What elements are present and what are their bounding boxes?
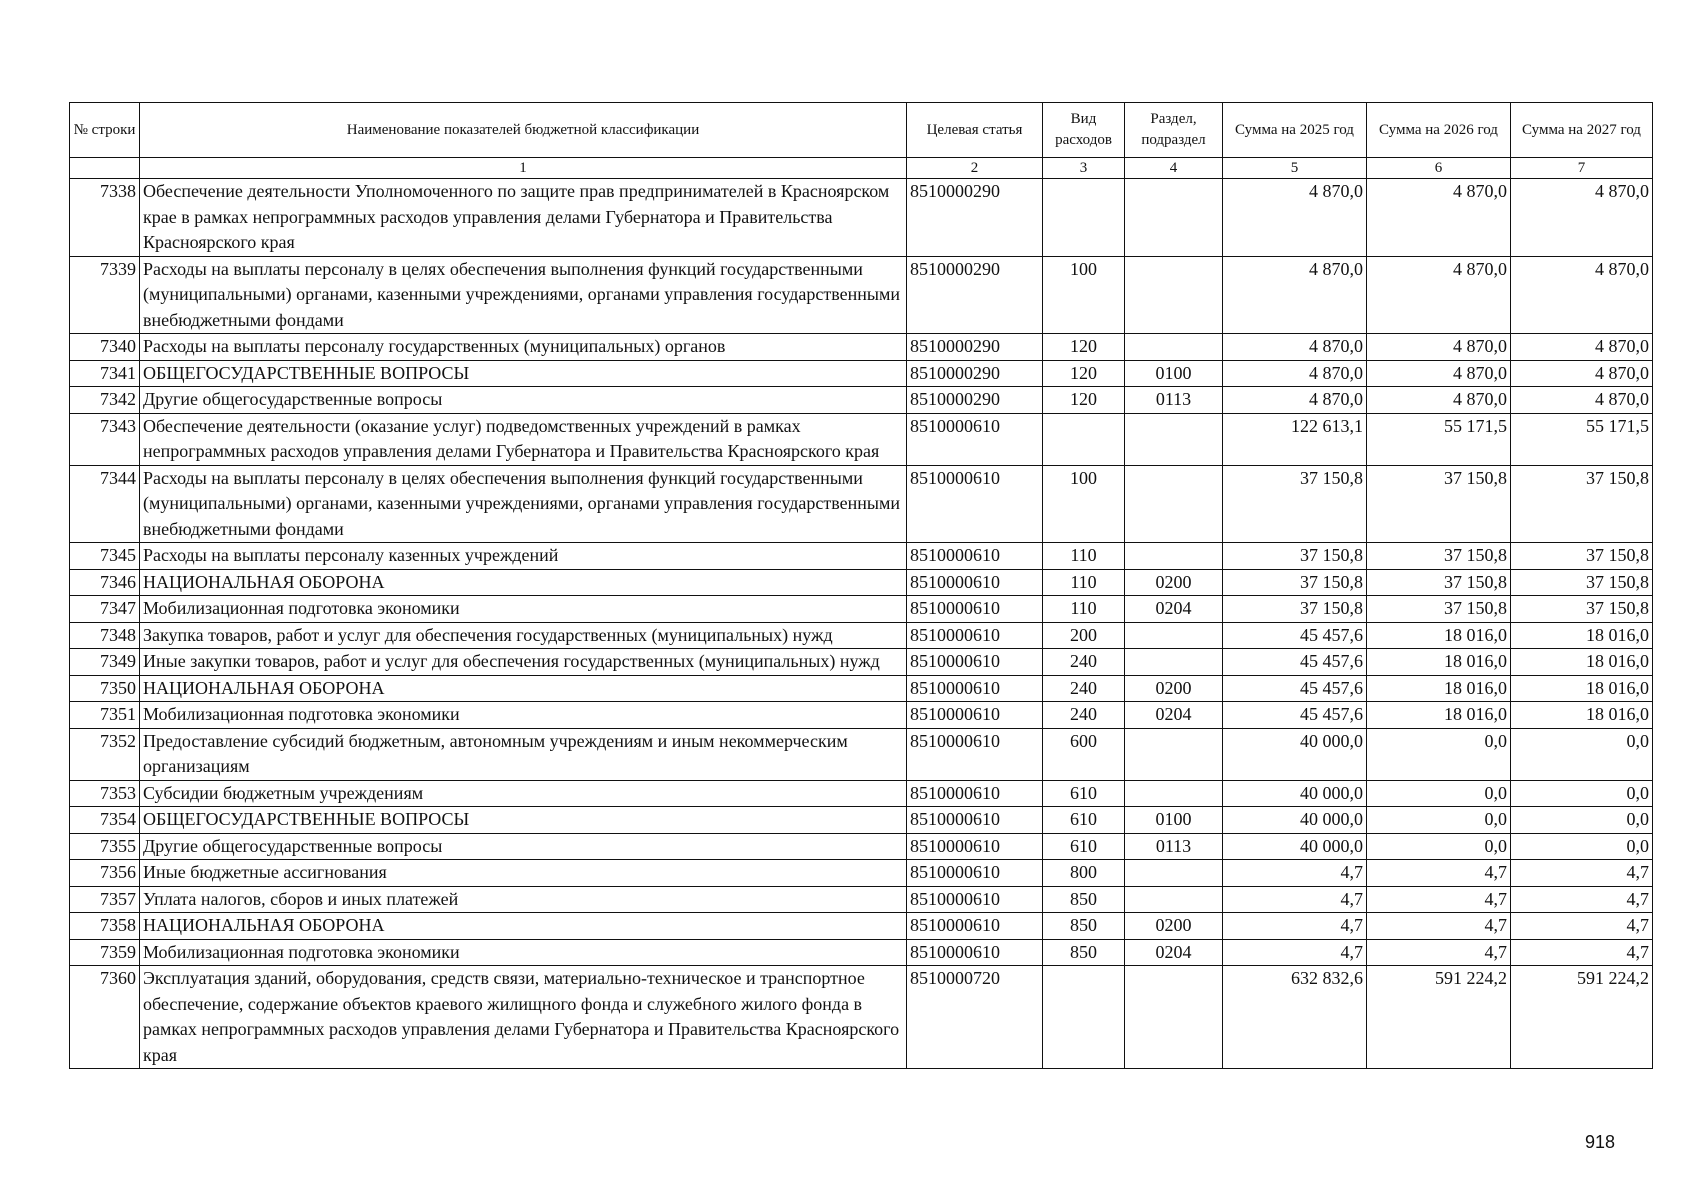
row-number: 7349 bbox=[70, 649, 140, 676]
table-row bbox=[70, 569, 1653, 596]
sum-2025: 4 870,0 bbox=[1223, 360, 1367, 387]
target-article: 8510000290 bbox=[907, 179, 1043, 257]
expense-type: 110 bbox=[1043, 596, 1125, 623]
sum-2027: 18 016,0 bbox=[1511, 702, 1653, 729]
table-row bbox=[70, 780, 1653, 807]
header-expense-type: Вид расходов bbox=[1043, 103, 1125, 158]
section-code bbox=[1125, 413, 1223, 465]
sum-2025: 632 832,6 bbox=[1223, 966, 1367, 1069]
sum-2026: 4 870,0 bbox=[1367, 334, 1511, 361]
expense-type: 240 bbox=[1043, 702, 1125, 729]
sum-2026: 37 150,8 bbox=[1367, 569, 1511, 596]
table-row bbox=[70, 622, 1653, 649]
sum-2026: 4,7 bbox=[1367, 886, 1511, 913]
column-number: 1 bbox=[140, 158, 907, 179]
sum-2026: 591 224,2 bbox=[1367, 966, 1511, 1069]
table-body bbox=[70, 179, 1653, 1069]
row-number: 7359 bbox=[70, 939, 140, 966]
sum-2027: 4 870,0 bbox=[1511, 360, 1653, 387]
row-number: 7356 bbox=[70, 860, 140, 887]
expense-type: 100 bbox=[1043, 256, 1125, 334]
budget-table bbox=[69, 102, 1653, 1069]
section-code bbox=[1125, 886, 1223, 913]
target-article: 8510000610 bbox=[907, 833, 1043, 860]
row-number: 7338 bbox=[70, 179, 140, 257]
section-code: 0204 bbox=[1125, 702, 1223, 729]
section-code bbox=[1125, 256, 1223, 334]
sum-2025: 45 457,6 bbox=[1223, 649, 1367, 676]
section-code bbox=[1125, 728, 1223, 780]
row-number: 7351 bbox=[70, 702, 140, 729]
target-article: 8510000610 bbox=[907, 939, 1043, 966]
section-code bbox=[1125, 966, 1223, 1069]
indicator-name: Мобилизационная подготовка экономики bbox=[140, 939, 907, 966]
sum-2027: 18 016,0 bbox=[1511, 675, 1653, 702]
target-article: 8510000610 bbox=[907, 465, 1043, 543]
table-row bbox=[70, 465, 1653, 543]
table-row bbox=[70, 649, 1653, 676]
indicator-name: Уплата налогов, сборов и иных платежей bbox=[140, 886, 907, 913]
target-article: 8510000720 bbox=[907, 966, 1043, 1069]
sum-2026: 4 870,0 bbox=[1367, 179, 1511, 257]
indicator-name: Обеспечение деятельности Уполномоченного по защите прав предпринимателей в Красноярском крае в рамках непрограммных расходов управления делами Губернатора и Правительства Красноярского края bbox=[140, 179, 907, 257]
section-code bbox=[1125, 543, 1223, 570]
expense-type bbox=[1043, 966, 1125, 1069]
target-article: 8510000610 bbox=[907, 807, 1043, 834]
sum-2025: 40 000,0 bbox=[1223, 780, 1367, 807]
expense-type: 850 bbox=[1043, 886, 1125, 913]
indicator-name: НАЦИОНАЛЬНАЯ ОБОРОНА bbox=[140, 675, 907, 702]
sum-2025: 37 150,8 bbox=[1223, 465, 1367, 543]
sum-2025: 4 870,0 bbox=[1223, 334, 1367, 361]
sum-2026: 55 171,5 bbox=[1367, 413, 1511, 465]
indicator-name: Другие общегосударственные вопросы bbox=[140, 387, 907, 414]
row-number: 7360 bbox=[70, 966, 140, 1069]
target-article: 8510000290 bbox=[907, 256, 1043, 334]
sum-2027: 55 171,5 bbox=[1511, 413, 1653, 465]
target-article: 8510000610 bbox=[907, 413, 1043, 465]
row-number: 7340 bbox=[70, 334, 140, 361]
table-row bbox=[70, 833, 1653, 860]
page-number: 918 bbox=[1585, 1132, 1616, 1152]
row-number: 7354 bbox=[70, 807, 140, 834]
indicator-name: Мобилизационная подготовка экономики bbox=[140, 702, 907, 729]
sum-2027: 4 870,0 bbox=[1511, 179, 1653, 257]
column-number: 2 bbox=[907, 158, 1043, 179]
header-sum-2026: Сумма на 2026 год bbox=[1367, 103, 1511, 158]
indicator-name: Обеспечение деятельности (оказание услуг) подведомственных учреждений в рамках непрограммных расходов управления делами Губернатора и Правительства Красноярского края bbox=[140, 413, 907, 465]
section-code bbox=[1125, 860, 1223, 887]
row-number: 7341 bbox=[70, 360, 140, 387]
sum-2025: 4 870,0 bbox=[1223, 387, 1367, 414]
sum-2027: 4 870,0 bbox=[1511, 387, 1653, 414]
header-section: Раздел, подраздел bbox=[1125, 103, 1223, 158]
indicator-name: Закупка товаров, работ и услуг для обеспечения государственных (муниципальных) нужд bbox=[140, 622, 907, 649]
table-row bbox=[70, 702, 1653, 729]
column-number: 3 bbox=[1043, 158, 1125, 179]
section-code: 0113 bbox=[1125, 387, 1223, 414]
target-article: 8510000610 bbox=[907, 728, 1043, 780]
table-row bbox=[70, 728, 1653, 780]
header-target-article: Целевая статья bbox=[907, 103, 1043, 158]
row-number: 7358 bbox=[70, 913, 140, 940]
indicator-name: Расходы на выплаты персоналу казенных учреждений bbox=[140, 543, 907, 570]
table-row bbox=[70, 966, 1653, 1069]
target-article: 8510000610 bbox=[907, 913, 1043, 940]
header-row bbox=[70, 103, 1653, 158]
expense-type: 240 bbox=[1043, 649, 1125, 676]
section-code: 0200 bbox=[1125, 913, 1223, 940]
sum-2025: 45 457,6 bbox=[1223, 622, 1367, 649]
row-number: 7342 bbox=[70, 387, 140, 414]
sum-2027: 4 870,0 bbox=[1511, 334, 1653, 361]
sum-2027: 37 150,8 bbox=[1511, 596, 1653, 623]
sum-2027: 4,7 bbox=[1511, 913, 1653, 940]
indicator-name: Расходы на выплаты персоналу в целях обеспечения выполнения функций государственными (муниципальными) органами, казенными учреждениями, органами управления государственными внебюджетными фондами bbox=[140, 465, 907, 543]
section-code: 0100 bbox=[1125, 360, 1223, 387]
column-number: 6 bbox=[1367, 158, 1511, 179]
sum-2027: 4,7 bbox=[1511, 860, 1653, 887]
sum-2026: 18 016,0 bbox=[1367, 675, 1511, 702]
expense-type: 800 bbox=[1043, 860, 1125, 887]
indicator-name: Субсидии бюджетным учреждениям bbox=[140, 780, 907, 807]
sum-2025: 4,7 bbox=[1223, 913, 1367, 940]
sum-2027: 37 150,8 bbox=[1511, 543, 1653, 570]
sum-2025: 45 457,6 bbox=[1223, 675, 1367, 702]
table-row bbox=[70, 179, 1653, 257]
indicator-name: НАЦИОНАЛЬНАЯ ОБОРОНА bbox=[140, 913, 907, 940]
expense-type: 240 bbox=[1043, 675, 1125, 702]
expense-type: 850 bbox=[1043, 913, 1125, 940]
section-code bbox=[1125, 179, 1223, 257]
sum-2027: 0,0 bbox=[1511, 833, 1653, 860]
column-number: 5 bbox=[1223, 158, 1367, 179]
table-row bbox=[70, 913, 1653, 940]
sum-2026: 0,0 bbox=[1367, 833, 1511, 860]
sum-2027: 18 016,0 bbox=[1511, 622, 1653, 649]
sum-2026: 4 870,0 bbox=[1367, 256, 1511, 334]
section-code bbox=[1125, 649, 1223, 676]
expense-type: 100 bbox=[1043, 465, 1125, 543]
target-article: 8510000610 bbox=[907, 649, 1043, 676]
indicator-name: Другие общегосударственные вопросы bbox=[140, 833, 907, 860]
sum-2026: 4,7 bbox=[1367, 939, 1511, 966]
expense-type: 120 bbox=[1043, 387, 1125, 414]
target-article: 8510000290 bbox=[907, 360, 1043, 387]
indicator-name: ОБЩЕГОСУДАРСТВЕННЫЕ ВОПРОСЫ bbox=[140, 807, 907, 834]
sum-2026: 0,0 bbox=[1367, 780, 1511, 807]
table-row bbox=[70, 360, 1653, 387]
sum-2025: 4 870,0 bbox=[1223, 256, 1367, 334]
row-number: 7348 bbox=[70, 622, 140, 649]
table-row bbox=[70, 387, 1653, 414]
sum-2027: 37 150,8 bbox=[1511, 465, 1653, 543]
indicator-name: Иные закупки товаров, работ и услуг для обеспечения государственных (муниципальных) нужд bbox=[140, 649, 907, 676]
sum-2025: 4,7 bbox=[1223, 860, 1367, 887]
sum-2026: 4 870,0 bbox=[1367, 387, 1511, 414]
row-number: 7345 bbox=[70, 543, 140, 570]
indicator-name: Расходы на выплаты персоналу государственных (муниципальных) органов bbox=[140, 334, 907, 361]
row-number: 7347 bbox=[70, 596, 140, 623]
sum-2025: 122 613,1 bbox=[1223, 413, 1367, 465]
sum-2026: 37 150,8 bbox=[1367, 596, 1511, 623]
expense-type: 120 bbox=[1043, 360, 1125, 387]
row-number: 7339 bbox=[70, 256, 140, 334]
sum-2025: 4,7 bbox=[1223, 939, 1367, 966]
row-number: 7353 bbox=[70, 780, 140, 807]
sum-2027: 0,0 bbox=[1511, 728, 1653, 780]
sum-2026: 37 150,8 bbox=[1367, 543, 1511, 570]
sum-2026: 4,7 bbox=[1367, 860, 1511, 887]
sum-2027: 4,7 bbox=[1511, 939, 1653, 966]
expense-type bbox=[1043, 179, 1125, 257]
indicator-name: Эксплуатация зданий, оборудования, средств связи, материально-техническое и транспортное обеспечение, содержание объектов краевого жилищного фонда и служебного жилого фонда в рамках непрограммных расходов управления делами Губернатора и Правительства Красноярского края bbox=[140, 966, 907, 1069]
row-number: 7343 bbox=[70, 413, 140, 465]
section-code: 0100 bbox=[1125, 807, 1223, 834]
sum-2025: 40 000,0 bbox=[1223, 833, 1367, 860]
sum-2025: 40 000,0 bbox=[1223, 807, 1367, 834]
sum-2026: 0,0 bbox=[1367, 807, 1511, 834]
row-number: 7346 bbox=[70, 569, 140, 596]
sum-2025: 37 150,8 bbox=[1223, 596, 1367, 623]
target-article: 8510000290 bbox=[907, 387, 1043, 414]
indicator-name: Мобилизационная подготовка экономики bbox=[140, 596, 907, 623]
sum-2025: 4 870,0 bbox=[1223, 179, 1367, 257]
section-code bbox=[1125, 622, 1223, 649]
header-row-number: № строки bbox=[70, 103, 140, 158]
table-row bbox=[70, 807, 1653, 834]
section-code bbox=[1125, 780, 1223, 807]
row-number: 7352 bbox=[70, 728, 140, 780]
sum-2025: 37 150,8 bbox=[1223, 543, 1367, 570]
column-number: 4 bbox=[1125, 158, 1223, 179]
expense-type: 610 bbox=[1043, 833, 1125, 860]
header-sum-2027: Сумма на 2027 год bbox=[1511, 103, 1653, 158]
table-row bbox=[70, 256, 1653, 334]
indicator-name: НАЦИОНАЛЬНАЯ ОБОРОНА bbox=[140, 569, 907, 596]
table-row bbox=[70, 543, 1653, 570]
sum-2026: 37 150,8 bbox=[1367, 465, 1511, 543]
target-article: 8510000290 bbox=[907, 334, 1043, 361]
section-code: 0200 bbox=[1125, 569, 1223, 596]
column-number-row bbox=[70, 158, 1653, 179]
target-article: 8510000610 bbox=[907, 596, 1043, 623]
sum-2026: 4 870,0 bbox=[1367, 360, 1511, 387]
target-article: 8510000610 bbox=[907, 780, 1043, 807]
section-code: 0113 bbox=[1125, 833, 1223, 860]
indicator-name: Иные бюджетные ассигнования bbox=[140, 860, 907, 887]
sum-2026: 0,0 bbox=[1367, 728, 1511, 780]
column-number-blank bbox=[70, 158, 140, 179]
sum-2027: 591 224,2 bbox=[1511, 966, 1653, 1069]
sum-2025: 45 457,6 bbox=[1223, 702, 1367, 729]
expense-type: 610 bbox=[1043, 807, 1125, 834]
sum-2026: 18 016,0 bbox=[1367, 622, 1511, 649]
table-row bbox=[70, 675, 1653, 702]
sum-2027: 0,0 bbox=[1511, 807, 1653, 834]
expense-type bbox=[1043, 413, 1125, 465]
sum-2027: 18 016,0 bbox=[1511, 649, 1653, 676]
sum-2026: 18 016,0 bbox=[1367, 702, 1511, 729]
target-article: 8510000610 bbox=[907, 543, 1043, 570]
column-number: 7 bbox=[1511, 158, 1653, 179]
table-row bbox=[70, 939, 1653, 966]
target-article: 8510000610 bbox=[907, 886, 1043, 913]
expense-type: 200 bbox=[1043, 622, 1125, 649]
sum-2027: 37 150,8 bbox=[1511, 569, 1653, 596]
expense-type: 600 bbox=[1043, 728, 1125, 780]
row-number: 7357 bbox=[70, 886, 140, 913]
target-article: 8510000610 bbox=[907, 675, 1043, 702]
indicator-name: Предоставление субсидий бюджетным, автономным учреждениям и иным некоммерческим организациям bbox=[140, 728, 907, 780]
section-code bbox=[1125, 465, 1223, 543]
row-number: 7355 bbox=[70, 833, 140, 860]
table-row bbox=[70, 596, 1653, 623]
section-code: 0200 bbox=[1125, 675, 1223, 702]
header-sum-2025: Сумма на 2025 год bbox=[1223, 103, 1367, 158]
expense-type: 610 bbox=[1043, 780, 1125, 807]
expense-type: 120 bbox=[1043, 334, 1125, 361]
header-indicator-name: Наименование показателей бюджетной классификации bbox=[140, 103, 907, 158]
target-article: 8510000610 bbox=[907, 702, 1043, 729]
section-code: 0204 bbox=[1125, 939, 1223, 966]
expense-type: 110 bbox=[1043, 543, 1125, 570]
sum-2027: 4 870,0 bbox=[1511, 256, 1653, 334]
sum-2025: 40 000,0 bbox=[1223, 728, 1367, 780]
indicator-name: ОБЩЕГОСУДАРСТВЕННЫЕ ВОПРОСЫ bbox=[140, 360, 907, 387]
table-row bbox=[70, 413, 1653, 465]
target-article: 8510000610 bbox=[907, 569, 1043, 596]
sum-2025: 37 150,8 bbox=[1223, 569, 1367, 596]
table-row bbox=[70, 886, 1653, 913]
sum-2026: 4,7 bbox=[1367, 913, 1511, 940]
indicator-name: Расходы на выплаты персоналу в целях обеспечения выполнения функций государственными (муниципальными) органами, казенными учреждениями, органами управления государственными внебюджетными фондами bbox=[140, 256, 907, 334]
expense-type: 850 bbox=[1043, 939, 1125, 966]
sum-2025: 4,7 bbox=[1223, 886, 1367, 913]
sum-2026: 18 016,0 bbox=[1367, 649, 1511, 676]
section-code bbox=[1125, 334, 1223, 361]
sum-2027: 0,0 bbox=[1511, 780, 1653, 807]
target-article: 8510000610 bbox=[907, 860, 1043, 887]
target-article: 8510000610 bbox=[907, 622, 1043, 649]
table-row bbox=[70, 860, 1653, 887]
row-number: 7344 bbox=[70, 465, 140, 543]
sum-2027: 4,7 bbox=[1511, 886, 1653, 913]
table-row bbox=[70, 334, 1653, 361]
section-code: 0204 bbox=[1125, 596, 1223, 623]
row-number: 7350 bbox=[70, 675, 140, 702]
expense-type: 110 bbox=[1043, 569, 1125, 596]
